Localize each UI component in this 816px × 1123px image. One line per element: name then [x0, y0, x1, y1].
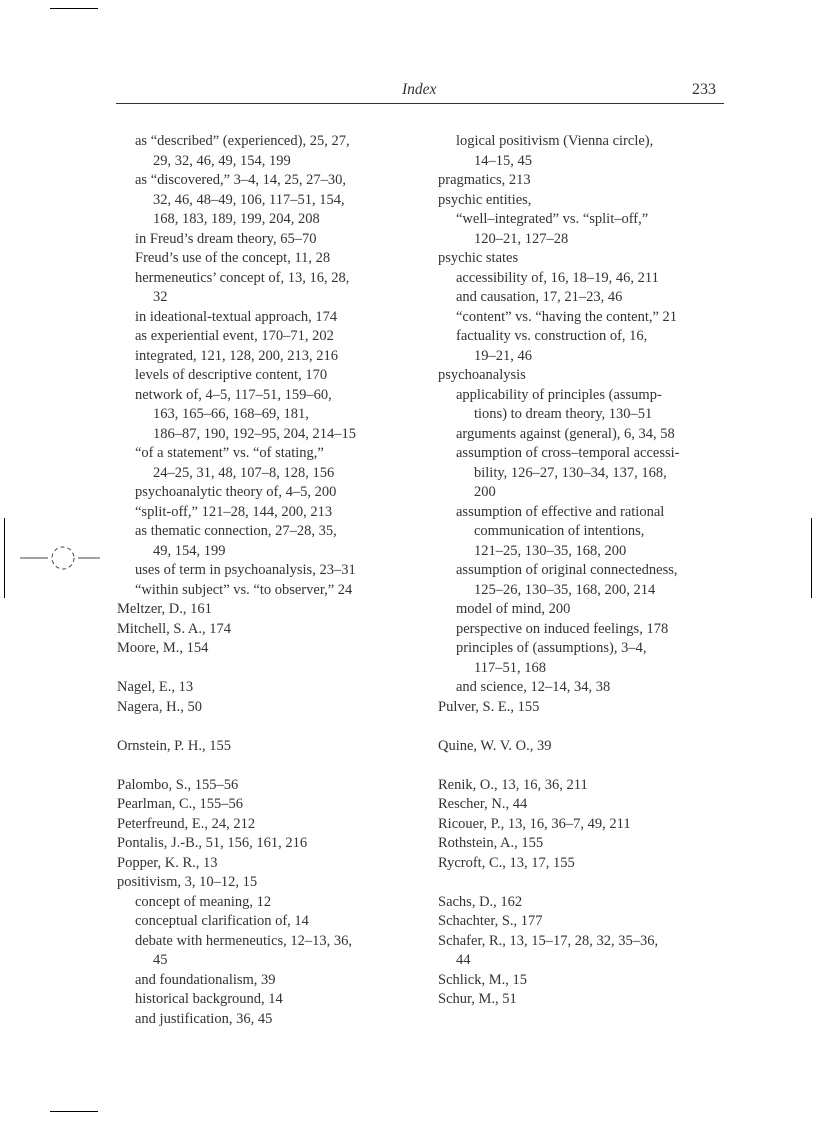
page-number: 233	[692, 81, 716, 98]
index-entry: Schur, M., 51	[438, 991, 517, 1007]
index-subentry: model of mind, 200	[456, 601, 571, 617]
crop-mark-right-edge	[811, 518, 812, 598]
index-subentry: “of a statement” vs. “of stating,”	[135, 445, 324, 461]
index-entry: Ornstein, P. H., 155	[117, 737, 231, 754]
index-subentry: perspective on induced feelings, 178	[456, 620, 669, 637]
index-column-right	[438, 132, 738, 1010]
index-entry: Ricouer, P., 13, 16, 36–7, 49, 211	[438, 815, 631, 832]
index-entry-continuation: 29, 32, 46, 49, 154, 199	[153, 152, 291, 169]
entry-gap	[438, 717, 738, 737]
registration-mark-icon	[20, 544, 100, 572]
index-subentry: as “described” (experienced), 25, 27,	[135, 133, 350, 149]
index-entry: Pulver, S. E., 155	[438, 698, 540, 715]
index-subentry: levels of descriptive content, 170	[135, 367, 328, 383]
index-subentry: as “discovered,” 3–4, 14, 25, 27–30,	[135, 172, 347, 188]
index-subentry: historical background, 14	[135, 991, 283, 1007]
index-subentry: in Freud’s dream theory, 65–70	[135, 230, 317, 247]
index-entry-continuation: 19–21, 46	[474, 347, 532, 364]
index-entry: Nagera, H., 50	[117, 698, 202, 715]
index-subentry: accessibility of, 16, 18–19, 46, 211	[456, 269, 659, 286]
index-subentry: “within subject” vs. “to observer,” 24	[135, 581, 353, 598]
index-entry-continuation: 121–25, 130–35, 168, 200	[474, 542, 627, 559]
index-subentry: uses of term in psychoanalysis, 23–31	[135, 562, 356, 578]
index-subentry: as thematic connection, 27–28, 35,	[135, 523, 337, 539]
index-entry: Palombo, S., 155–56	[117, 776, 239, 793]
index-entry-continuation: 186–87, 190, 192–95, 204, 214–15	[153, 425, 356, 442]
index-entry: psychic states	[438, 250, 519, 266]
index-entry: Schafer, R., 13, 15–17, 28, 32, 35–36,	[438, 932, 659, 949]
index-entry-continuation: 125–26, 130–35, 168, 200, 214	[474, 581, 656, 598]
index-entry: psychoanalysis	[438, 367, 526, 383]
index-entry-continuation: 49, 154, 199	[153, 542, 226, 559]
running-header-title: Index	[402, 81, 437, 98]
index-subentry: assumption of effective and rational	[456, 503, 665, 520]
index-subentry: 44	[456, 952, 471, 968]
index-subentry: network of, 4–5, 117–51, 159–60,	[135, 386, 332, 403]
index-entry: Popper, K. R., 13	[117, 854, 218, 871]
entry-gap	[438, 756, 738, 776]
index-subentry: applicability of principles (assump-	[456, 386, 662, 403]
entry-gap	[117, 659, 417, 679]
index-subentry: psychoanalytic theory of, 4–5, 200	[135, 484, 337, 500]
index-subentry: concept of meaning, 12	[135, 893, 272, 910]
crop-mark-left-edge	[4, 518, 5, 598]
header-rule	[116, 103, 724, 104]
index-entry: psychic entities,	[438, 191, 532, 208]
index-subentry: in ideational-textual approach, 174	[135, 308, 338, 325]
index-entry: pragmatics, 213	[438, 172, 531, 188]
index-subentry: and foundationalism, 39	[135, 971, 276, 988]
index-subentry: conceptual clarification of, 14	[135, 913, 309, 929]
index-entry: Nagel, E., 13	[117, 679, 194, 695]
crop-mark-bottom-left	[50, 1111, 98, 1112]
index-entry: Meltzer, D., 161	[117, 601, 212, 617]
index-entry-continuation: 200	[474, 484, 496, 500]
index-subentry: hermeneutics’ concept of, 13, 16, 28,	[135, 269, 350, 286]
entry-gap	[117, 717, 417, 737]
index-subentry: and science, 12–14, 34, 38	[456, 679, 611, 695]
index-entry: Pearlman, C., 155–56	[117, 796, 244, 812]
index-entry-continuation: 32, 46, 48–49, 106, 117–51, 154,	[153, 191, 345, 208]
index-subentry: assumption of cross–temporal accessi-	[456, 445, 680, 461]
index-subentry: and justification, 36, 45	[135, 1010, 273, 1027]
index-entry: Schlick, M., 15	[438, 971, 528, 988]
index-entry-continuation: 163, 165–66, 168–69, 181,	[153, 406, 309, 422]
index-subentry: as experiential event, 170–71, 202	[135, 328, 334, 344]
index-subentry: “well–integrated” vs. “split–off,”	[456, 211, 649, 227]
index-entry-continuation: 14–15, 45	[474, 152, 532, 169]
index-entry: Rycroft, C., 13, 17, 155	[438, 854, 575, 871]
index-subentry: assumption of original connectedness,	[456, 562, 678, 578]
index-entry-continuation: 32	[153, 289, 168, 305]
index-entry: Quine, W. V. O., 39	[438, 737, 552, 754]
index-entry: Sachs, D., 162	[438, 893, 523, 910]
index-entry: Mitchell, S. A., 174	[117, 620, 231, 637]
index-entry: Schachter, S., 177	[438, 913, 543, 929]
index-entry: Renik, O., 13, 16, 36, 211	[438, 776, 588, 793]
index-subentry: “content” vs. “having the content,” 21	[456, 308, 678, 325]
index-subentry: and causation, 17, 21–23, 46	[456, 289, 623, 305]
index-entry: Peterfreund, E., 24, 212	[117, 815, 256, 832]
entry-gap	[438, 873, 738, 893]
index-entry: Rothstein, A., 155	[438, 835, 544, 851]
index-subentry: debate with hermeneutics, 12–13, 36,	[135, 932, 353, 949]
index-subentry: principles of (assumptions), 3–4,	[456, 640, 647, 656]
entry-gap	[117, 756, 417, 776]
index-entry-continuation: communication of intentions,	[474, 523, 645, 539]
index-entry-continuation: tions) to dream theory, 130–51	[474, 406, 653, 422]
crop-mark-top-left	[50, 8, 98, 9]
index-entry-continuation: bility, 126–27, 130–34, 137, 168,	[474, 464, 667, 481]
index-subentry: integrated, 121, 128, 200, 213, 216	[135, 347, 338, 364]
index-entry: Moore, M., 154	[117, 640, 209, 656]
index-entry: Pontalis, J.-B., 51, 156, 161, 216	[117, 835, 308, 851]
index-subentry: Freud’s use of the concept, 11, 28	[135, 250, 331, 266]
index-subentry: “split-off,” 121–28, 144, 200, 213	[135, 503, 333, 520]
index-entry: positivism, 3, 10–12, 15	[117, 874, 258, 890]
index-entry-continuation: 168, 183, 189, 199, 204, 208	[153, 211, 320, 227]
index-subentry: factuality vs. construction of, 16,	[456, 328, 648, 344]
index-entry-continuation: 120–21, 127–28	[474, 230, 569, 247]
index-entry-continuation: 117–51, 168	[474, 659, 546, 676]
index-entry-continuation: 45	[153, 952, 168, 968]
index-entry-continuation: 24–25, 31, 48, 107–8, 128, 156	[153, 464, 335, 481]
index-subentry: logical positivism (Vienna circle),	[456, 133, 654, 149]
index-subentry: arguments against (general), 6, 34, 58	[456, 425, 675, 442]
index-column-left	[117, 132, 417, 1029]
index-entry: Rescher, N., 44	[438, 796, 528, 812]
